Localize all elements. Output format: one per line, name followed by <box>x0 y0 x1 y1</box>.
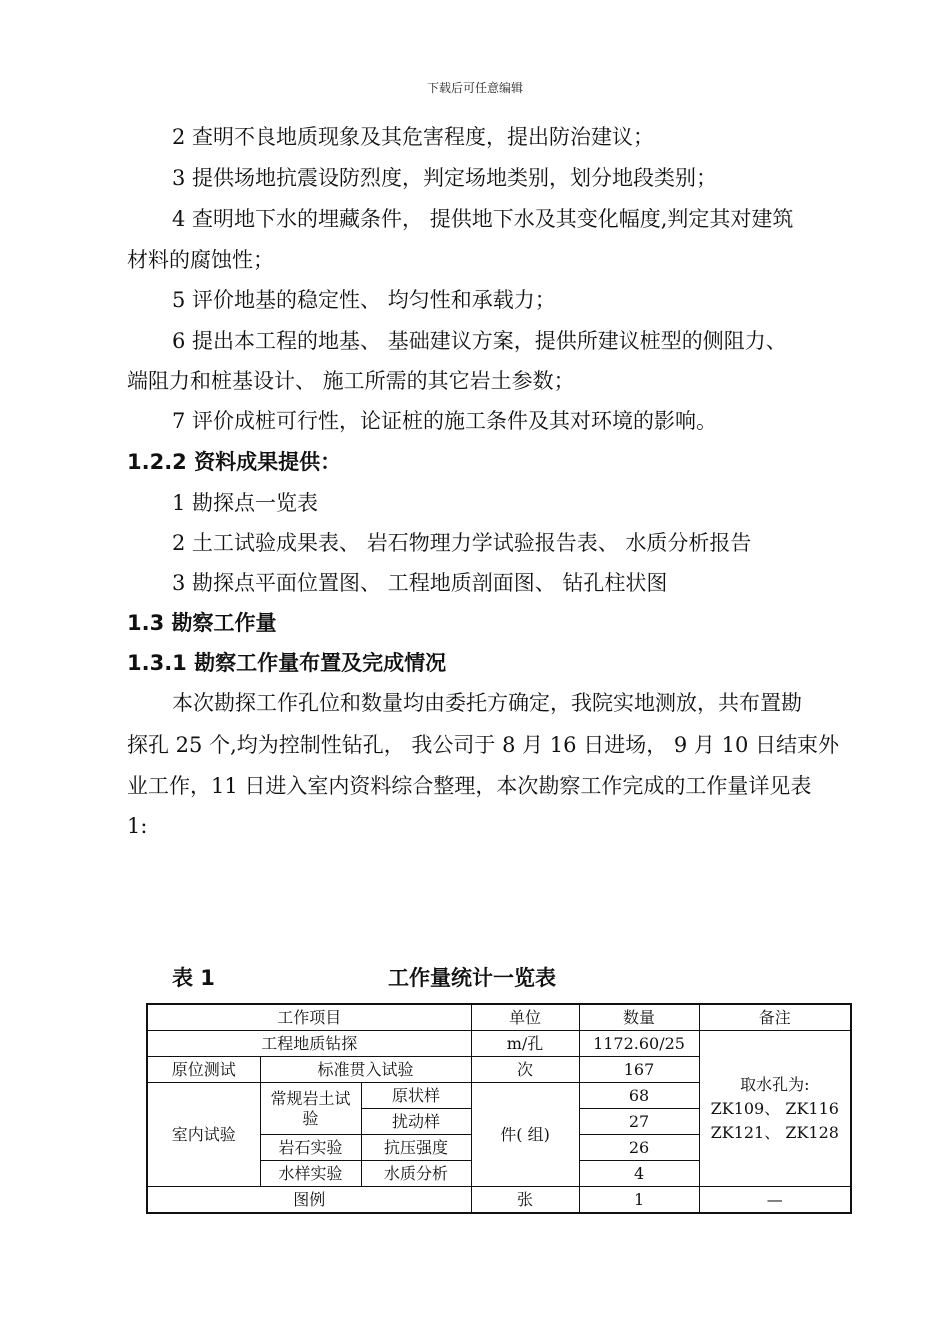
paragraph-line-1: 本次勘探工作孔位和数量均由委托方确定，我院实地测放，共布置勘 <box>172 691 802 715</box>
section-heading-1-3-1: 1.3.1 勘察工作量布置及完成情况 <box>127 651 447 675</box>
lab-rock-test: 岩石实验 <box>260 1135 361 1161</box>
page-header: 下载后可任意编辑 <box>426 81 523 95</box>
legend-unit: 张 <box>471 1187 579 1214</box>
remark-line-1: 取水孔为: <box>740 1074 810 1094</box>
list-item-4: 4 查明地下水的埋藏条件， 提供地下水及其变化幅度,判定其对建筑 <box>172 207 794 231</box>
lab-soil-test: 常规岩土试验 <box>260 1083 361 1135</box>
list-item-7: 7 评价成桩可行性，论证桩的施工条件及其对环境的影响。 <box>172 409 718 433</box>
result-item-1: 1 勘探点一览表 <box>172 491 319 515</box>
lab-compressive-qty: 26 <box>579 1135 699 1161</box>
header-remark: 备注 <box>699 1004 851 1031</box>
lab-category: 室内试验 <box>147 1083 260 1187</box>
insitu-item: 标准贯入试验 <box>260 1057 471 1083</box>
table-label: 表 1 <box>172 966 215 990</box>
list-item-5: 5 评价地基的稳定性、 均匀性和承载力； <box>172 288 556 312</box>
workload-table <box>146 1003 852 1214</box>
insitu-category: 原位测试 <box>147 1057 260 1083</box>
table-row <box>147 1187 851 1214</box>
lab-undisturbed-qty: 68 <box>579 1083 699 1109</box>
result-item-2: 2 土工试验成果表、 岩石物理力学试验报告表、 水质分析报告 <box>172 531 752 555</box>
table-header-row <box>147 1004 851 1031</box>
lab-undisturbed: 原状样 <box>361 1083 471 1109</box>
remark-line-3: ZK121、 ZK128 <box>710 1122 839 1142</box>
list-item-2: 2 查明不良地质现象及其危害程度，提出防治建议； <box>172 125 655 149</box>
section-heading-1-3: 1.3 勘察工作量 <box>127 611 277 635</box>
lab-water-test: 水样实验 <box>260 1161 361 1187</box>
drilling-unit: m/孔 <box>471 1031 579 1057</box>
result-item-3: 3 勘探点平面位置图、 工程地质剖面图、 钻孔柱状图 <box>172 571 668 595</box>
lab-disturbed: 扰动样 <box>361 1109 471 1135</box>
legend-remark: — <box>699 1187 851 1214</box>
lab-unit: 件( 组) <box>471 1083 579 1187</box>
drilling-qty: 1172.60/25 <box>579 1031 699 1057</box>
lab-water-qty: 4 <box>579 1161 699 1187</box>
table-title: 工作量统计一览表 <box>388 966 556 990</box>
legend-qty: 1 <box>579 1187 699 1214</box>
paragraph-line-2: 探孔 25 个,均为控制性钻孔， 我公司于 8 月 16 日进场， 9 月 10 日结束外 <box>127 733 839 757</box>
insitu-qty: 167 <box>579 1057 699 1083</box>
header-unit: 单位 <box>471 1004 579 1031</box>
paragraph-line-3: 业工作，11 日进入室内资料综合整理，本次勘察工作完成的工作量详见表 <box>127 774 812 798</box>
list-item-6: 6 提出本工程的地基、 基础建议方案，提供所建议桩型的侧阻力、 <box>172 329 787 353</box>
list-item-3: 3 提供场地抗震设防烈度，判定场地类别，划分地段类别； <box>172 166 718 190</box>
list-item-4-cont: 材料的腐蚀性； <box>127 248 274 272</box>
list-item-6-cont: 端阻力和桩基设计、 施工所需的其它岩土参数； <box>127 369 575 393</box>
remark-line-2: ZK109、 ZK116 <box>710 1098 839 1118</box>
paragraph-line-4: 1: <box>127 814 148 838</box>
lab-disturbed-qty: 27 <box>579 1109 699 1135</box>
lab-water-analysis: 水质分析 <box>361 1161 471 1187</box>
legend-item: 图例 <box>147 1187 471 1214</box>
remark-water-holes <box>699 1031 851 1187</box>
section-heading-1-2-2: 1.2.2 资料成果提供： <box>127 450 342 474</box>
header-qty: 数量 <box>579 1004 699 1031</box>
insitu-unit: 次 <box>471 1057 579 1083</box>
header-item: 工作项目 <box>147 1004 471 1031</box>
table-row <box>147 1031 851 1057</box>
lab-compressive: 抗压强度 <box>361 1135 471 1161</box>
drilling-item: 工程地质钻探 <box>147 1031 471 1057</box>
